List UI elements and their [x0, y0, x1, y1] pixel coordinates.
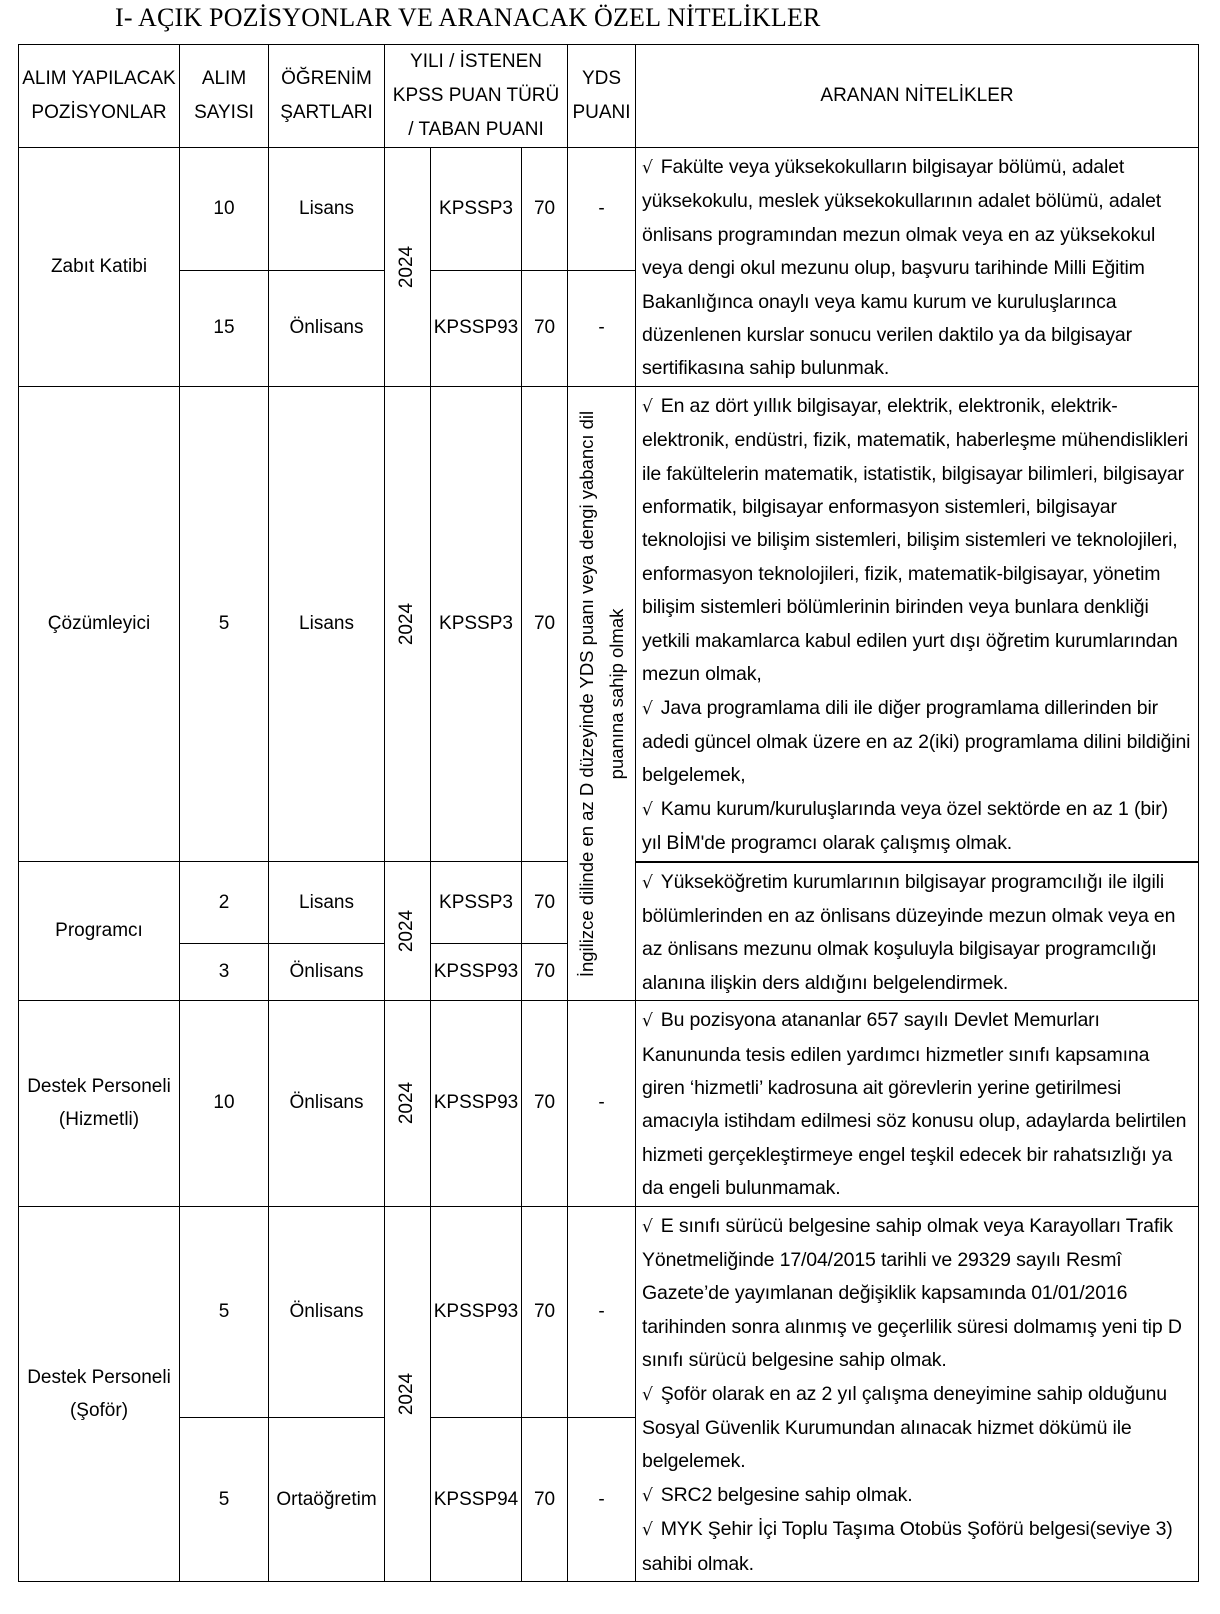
education-cell: Ortaöğretim: [269, 1418, 385, 1582]
positions-table: [18, 44, 1199, 1582]
year-cell: 2024: [385, 1206, 431, 1581]
position-cell: Çözümleyici: [19, 386, 180, 861]
check-icon: √: [642, 872, 653, 893]
page-title: I- AÇIK POZİSYONLAR VE ARANACAK ÖZEL NİTELİKLER: [115, 3, 821, 32]
education-cell: Lisans: [269, 386, 385, 861]
count-cell: 5: [180, 386, 269, 861]
position-cell: Programcı: [19, 862, 180, 1001]
score-cell: 70: [522, 1001, 568, 1206]
check-icon: √: [642, 799, 653, 820]
score-type-cell: KPSSP94: [431, 1418, 522, 1582]
score-cell: 70: [522, 1418, 568, 1582]
check-icon: √: [642, 1485, 653, 1506]
position-cell: Destek Personeli (Hizmetli): [19, 1001, 180, 1206]
score-cell: 70: [522, 271, 568, 387]
header-count: ALIM SAYISI: [180, 45, 269, 148]
table-row: [19, 148, 1199, 271]
score-type-cell: KPSSP93: [431, 271, 522, 387]
yds-cell: -: [568, 1206, 636, 1418]
check-icon: √: [642, 698, 653, 719]
header-kpss: YILI / İSTENEN KPSS PUAN TÜRÜ / TABAN PUANI: [385, 45, 568, 148]
score-cell: 70: [522, 862, 568, 944]
qualifications-cell: √ E sınıfı sürücü belgesine sahip olmak veya Karayolları Trafik Yönetmeliğinde 17/04/2015 tarihli ve 29329 sayılı Resmî Gazete’de yayımlanan değişiklik kapsamında 01/01/2016 tarihinden sonra alınmış ve geçerlilik süresi dolmamış yeni tip D sınıfı sürücü belgesine sahip olmak. √ Şoför olarak en az 2 yıl çalışma deneyimine sahip olduğunu Sosyal Güvenlik Kurumundan alınacak hizmet dökümü ile belgelemek. √ SRC2 belgesine sahip olmak. √ MYK Şehir İçi Toplu Taşıma Otobüs Şoförü belgesi(seviye 3) sahibi olmak.: [636, 1206, 1199, 1581]
count-cell: 3: [180, 944, 269, 1001]
yds-cell: -: [568, 148, 636, 271]
table-row: [19, 1001, 1199, 1206]
qualifications-cell: √ Yükseköğretim kurumlarının bilgisayar programcılığı ile ilgili bölümlerinden en az önlisans düzeyinde mezun olmak veya en az önlisans mezunu olmak koşuluyla bilgisayar programcılığı alanına ilişkin ders aldığını belgelendirmek.: [636, 862, 1199, 1001]
score-type-cell: KPSSP93: [431, 944, 522, 1001]
table-row: [19, 386, 1199, 861]
count-cell: 5: [180, 1206, 269, 1418]
education-cell: Önlisans: [269, 271, 385, 387]
table-row: [19, 1206, 1199, 1418]
yds-shared-note: İngilizce dilinde en az D düzeyinde YDS puanı veya dengi yabancı dil puanına sahip olmak: [568, 386, 636, 1000]
count-cell: 10: [180, 148, 269, 271]
score-cell: 70: [522, 386, 568, 861]
header-education: ÖĞRENİM ŞARTLARI: [269, 45, 385, 148]
year-cell: 2024: [385, 862, 431, 1001]
position-cell: Zabıt Katibi: [19, 148, 180, 387]
education-cell: Lisans: [269, 148, 385, 271]
education-cell: Önlisans: [269, 1206, 385, 1418]
check-icon: √: [642, 1216, 653, 1237]
header-position: ALIM YAPILACAK POZİSYONLAR: [19, 45, 180, 148]
check-icon: √: [642, 1011, 653, 1032]
header-qualifications: ARANAN NİTELİKLER: [636, 45, 1199, 148]
qualifications-cell: √ Fakülte veya yüksekokulların bilgisayar bölümü, adalet yüksekokulu, meslek yüksekokullarının adalet bölümü, adalet önlisans programından mezun olmak veya en az yüksekokul veya dengi okul mezunu olup, başvuru tarihinde Milli Eğitim Bakanlığınca onaylı veya kamu kurum ve kuruluşlarınca düzenlenen kurslar sonucu verilen daktilo ya da bilgisayar sertifikasına sahip bulunmak.: [636, 148, 1199, 387]
count-cell: 5: [180, 1418, 269, 1582]
score-cell: 70: [522, 148, 568, 271]
position-cell: Destek Personeli (Şoför): [19, 1206, 180, 1581]
yds-cell: -: [568, 1418, 636, 1582]
score-type-cell: KPSSP3: [431, 862, 522, 944]
score-type-cell: KPSSP93: [431, 1206, 522, 1418]
qualifications-cell: √ Bu pozisyona atananlar 657 sayılı Devlet Memurları Kanununda tesis edilen yardımcı hizmetler sınıfı kapsamına giren ‘hizmetli’ kadrosuna ait görevlerin yerine getirilmesi amacıyla istihdam edilmesi söz konusu olup, adaylarda belirtilen hizmeti gerçekleştirmeye engel teşkil edecek bir rahatsızlığı ya da engeli bulunmamak.: [636, 1001, 1199, 1206]
score-type-cell: KPSSP93: [431, 1001, 522, 1206]
score-type-cell: KPSSP3: [431, 386, 522, 861]
education-cell: Önlisans: [269, 1001, 385, 1206]
year-cell: 2024: [385, 386, 431, 861]
count-cell: 15: [180, 271, 269, 387]
yds-cell: -: [568, 1001, 636, 1206]
year-cell: 2024: [385, 1001, 431, 1206]
check-icon: √: [642, 158, 653, 178]
score-cell: 70: [522, 944, 568, 1001]
yds-cell: -: [568, 271, 636, 387]
header-yds: YDS PUANI: [568, 45, 636, 148]
count-cell: 10: [180, 1001, 269, 1206]
qualifications-cell: √ En az dört yıllık bilgisayar, elektrik, elektronik, elektrik-elektronik, endüstri, fizik, matematik, haberleşme mühendislikleri ile fakültelerin matematik, istatistik, bilgisayar bilimleri, bilgisayar enformatik, bilgisayar enformasyon sistemleri, bilgisayar teknolojisi ve bilişim sistemleri, bilişim sistemleri ve teknolojileri, enformasyon teknolojileri, fizik, matematik-bilgisayar, yönetim bilişim sistemleri bölümlerinin birinden veya bunlara denkliği yetkili makamlarca kabul edilen yurt dışı öğretim kurumlarından mezun olmak, √ Java programlama dili ile diğer programlama dillerinden bir adedi güncel olmak üzere en az 2(iki) programlama dilini bildiğini belgelemek, √ Kamu kurum/kuruluşlarında veya özel sektörde en az 1 (bir) yıl BİM'de programcı olarak çalışmış olmak.: [636, 386, 1199, 861]
score-cell: 70: [522, 1206, 568, 1418]
education-cell: Lisans: [269, 862, 385, 944]
year-cell: 2024: [385, 148, 431, 387]
education-cell: Önlisans: [269, 944, 385, 1001]
check-icon: √: [642, 1520, 653, 1541]
count-cell: 2: [180, 862, 269, 944]
check-icon: √: [642, 1384, 653, 1405]
check-icon: √: [642, 396, 653, 417]
score-type-cell: KPSSP3: [431, 148, 522, 271]
